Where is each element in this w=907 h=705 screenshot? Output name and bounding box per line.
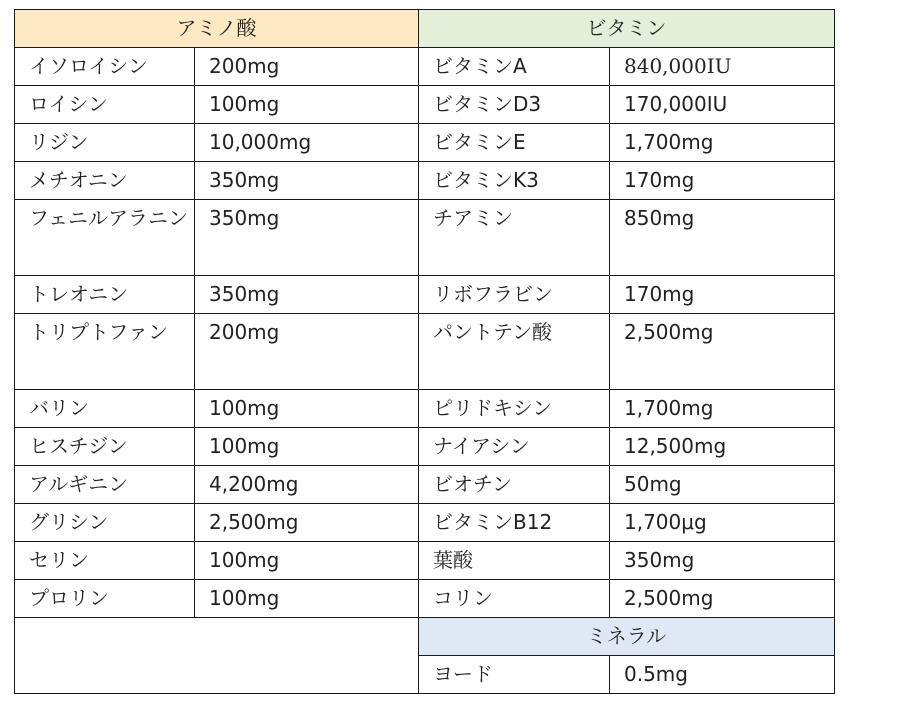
mineral-header-row xyxy=(15,618,835,656)
table-row xyxy=(15,466,835,504)
vitamin-amount-cell: 2,500mg xyxy=(610,580,835,618)
vitamin-name-cell: ビオチン xyxy=(419,466,610,504)
mineral-name-cell: ヨード xyxy=(419,656,610,694)
vitamin-amount-cell: 2,500mg xyxy=(610,314,835,390)
table-row xyxy=(15,314,835,390)
mineral-amount-cell: 0.5mg xyxy=(610,656,835,694)
vitamin-amount-cell: 350mg xyxy=(610,542,835,580)
vitamin-amount-cell: 1,700μg xyxy=(610,504,835,542)
amino-name-cell: ヒスチジン xyxy=(15,428,195,466)
vitamin-name-cell: ビタミンK3 xyxy=(419,162,610,200)
vitamin-name-cell: パントテン酸 xyxy=(419,314,610,390)
amino-name-cell: イソロイシン xyxy=(15,48,195,86)
amino-amount-cell: 350mg xyxy=(195,162,419,200)
table-row xyxy=(15,162,835,200)
amino-name-cell: セリン xyxy=(15,542,195,580)
vitamin-header: ビタミン xyxy=(419,10,835,48)
amino-amount-cell: 350mg xyxy=(195,276,419,314)
amino-acid-header: アミノ酸 xyxy=(15,10,419,48)
vitamin-name-cell: コリン xyxy=(419,580,610,618)
table-row xyxy=(15,428,835,466)
amino-name-cell: リジン xyxy=(15,124,195,162)
vitamin-name-cell: ナイアシン xyxy=(419,428,610,466)
table-row xyxy=(15,390,835,428)
amino-name-cell: メチオニン xyxy=(15,162,195,200)
amino-name-cell: トリプトファン xyxy=(15,314,195,390)
amino-amount-cell: 2,500mg xyxy=(195,504,419,542)
amino-amount-cell: 200mg xyxy=(195,314,419,390)
vitamin-amount-cell: 840,000IU xyxy=(610,48,835,86)
amino-amount-cell: 100mg xyxy=(195,580,419,618)
amino-amount-cell: 350mg xyxy=(195,200,419,276)
amino-name-cell: アルギニン xyxy=(15,466,195,504)
amino-name-cell: プロリン xyxy=(15,580,195,618)
mineral-header: ミネラル xyxy=(419,618,835,656)
amino-amount-cell: 200mg xyxy=(195,48,419,86)
vitamin-amount-cell: 170,000IU xyxy=(610,86,835,124)
nutrient-table-container xyxy=(14,9,835,694)
vitamin-amount-cell: 850mg xyxy=(610,200,835,276)
amino-name-cell: トレオニン xyxy=(15,276,195,314)
amino-name-cell: フェニルアラニン xyxy=(15,200,195,276)
table-row xyxy=(15,580,835,618)
vitamin-name-cell: ピリドキシン xyxy=(419,390,610,428)
table-row xyxy=(15,86,835,124)
vitamin-amount-cell: 1,700mg xyxy=(610,390,835,428)
table-row xyxy=(15,504,835,542)
vitamin-name-cell: リボフラビン xyxy=(419,276,610,314)
table-row xyxy=(15,48,835,86)
vitamin-amount-cell: 170mg xyxy=(610,276,835,314)
vitamin-name-cell: ビタミンE xyxy=(419,124,610,162)
table-row xyxy=(15,200,835,276)
amino-amount-cell: 100mg xyxy=(195,390,419,428)
empty-cell xyxy=(15,618,419,694)
vitamin-name-cell: ビタミンA xyxy=(419,48,610,86)
vitamin-amount-cell: 12,500mg xyxy=(610,428,835,466)
table-row xyxy=(15,542,835,580)
vitamin-amount-cell: 170mg xyxy=(610,162,835,200)
vitamin-amount-cell: 1,700mg xyxy=(610,124,835,162)
nutrient-table xyxy=(14,9,835,694)
amino-name-cell: グリシン xyxy=(15,504,195,542)
table-row xyxy=(15,276,835,314)
vitamin-name-cell: チアミン xyxy=(419,200,610,276)
amino-amount-cell: 100mg xyxy=(195,542,419,580)
header-row xyxy=(15,10,835,48)
amino-name-cell: バリン xyxy=(15,390,195,428)
amino-amount-cell: 100mg xyxy=(195,86,419,124)
table-row xyxy=(15,124,835,162)
vitamin-name-cell: ビタミンD3 xyxy=(419,86,610,124)
amino-amount-cell: 10,000mg xyxy=(195,124,419,162)
vitamin-amount-cell: 50mg xyxy=(610,466,835,504)
amino-name-cell: ロイシン xyxy=(15,86,195,124)
vitamin-name-cell: ビタミンB12 xyxy=(419,504,610,542)
amino-amount-cell: 100mg xyxy=(195,428,419,466)
vitamin-name-cell: 葉酸 xyxy=(419,542,610,580)
amino-amount-cell: 4,200mg xyxy=(195,466,419,504)
